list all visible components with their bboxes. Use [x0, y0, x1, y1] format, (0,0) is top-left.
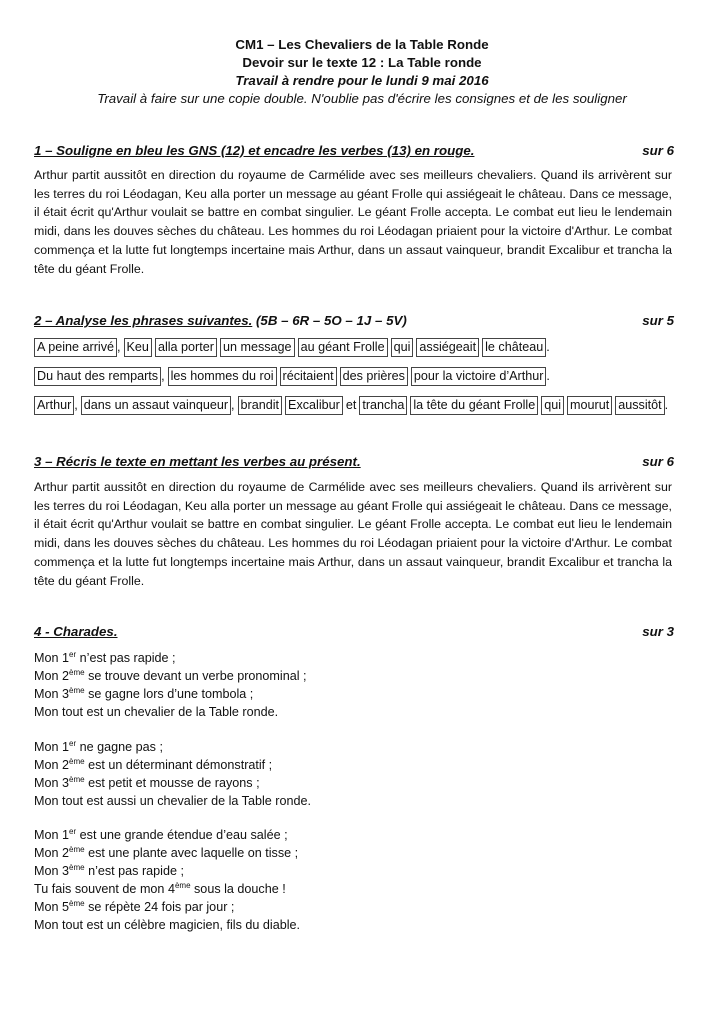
sentence-2-group: récitaient [280, 367, 337, 386]
charade-line: Mon 3ème est petit et mousse de rayons ; [34, 775, 260, 790]
document-header [0, 36, 724, 108]
punctuation: . [546, 369, 550, 383]
section-1-text: Arthur partit aussitôt en direction du royaume de Carmélide avec ses meilleurs chevaliers. Quand ils arrivèrent sur les terres du roi Léodagan, Keu alla porter un message au géant Frolle qui assiégeait le château. Dans ce message, il était écrit qu'Arthur voulait se battre en combat singulier. Le géant Frolle accepta. Le combat eut lieu le lendemain midi, dans les douves sèches du château. Les hommes du roi Léodagan priaient pour la victoire d'Arthur. Le combat commença et la lutte fut longtemps incertaine mais Arthur, dans un assaut vainqueur, brandit Excalibur et trancha la tête du géant Frolle. [34, 168, 672, 276]
sentence-1-group: le château [482, 338, 546, 357]
section-4-heading [34, 624, 674, 639]
sentence-1-group: au géant Frolle [298, 338, 388, 357]
charade-line: Mon 5ème se répète 24 fois par jour ; [34, 899, 235, 914]
punctuation: , [74, 398, 78, 412]
sentence-2-group: des prières [340, 367, 408, 386]
charade-line: Mon 3ème se gagne lors d’une tombola ; [34, 686, 254, 701]
sentence-3 [34, 396, 668, 415]
sentence-1 [34, 338, 550, 357]
charade-line: Mon 1er ne gagne pas ; [34, 739, 163, 754]
sentence-3-group: dans un assaut vainqueur [81, 396, 231, 415]
sentence-3-group: Arthur [34, 396, 74, 415]
section-3-title: 3 – Récris le texte en mettant les verbes au présent. [34, 454, 361, 469]
sentence-1-group: Keu [124, 338, 152, 357]
charade-line: Mon 2ème est un déterminant démonstratif ; [34, 757, 273, 772]
charade-1 [34, 649, 307, 721]
sentence-3-group: qui [541, 396, 564, 415]
sentence-3-group: brandit [238, 396, 283, 415]
header-title: CM1 – Les Chevaliers de la Table Ronde [235, 37, 489, 52]
sentence-1-group: alla porter [155, 338, 217, 357]
sentence-2 [34, 367, 550, 386]
sentence-1-group: qui [391, 338, 414, 357]
section-2-score: sur 5 [642, 313, 674, 328]
section-4-title: 4 - Charades. [34, 624, 118, 639]
header-instructions: Travail à faire sur une copie double. N'oublie pas d'écrire les consignes et de les souligner [97, 91, 627, 106]
section-1-score: sur 6 [642, 143, 674, 158]
charade-line: Mon 2ème se trouve devant un verbe pronominal ; [34, 668, 307, 683]
section-2-title-extra: (5B – 6R – 5O – 1J – 5V) [252, 313, 407, 328]
header-due-date: Travail à rendre pour le lundi 9 mai 2016 [235, 73, 489, 88]
section-4-score: sur 3 [642, 624, 674, 639]
section-3-score: sur 6 [642, 454, 674, 469]
sentence-3-word: et [345, 398, 357, 412]
charade-line: Tu fais souvent de mon 4ème sous la douche ! [34, 881, 286, 896]
sentence-1-group: un message [220, 338, 295, 357]
sentence-3-group: trancha [359, 396, 407, 415]
sentence-3-group: la tête du géant Frolle [410, 396, 538, 415]
charade-line: Mon 3ème n’est pas rapide ; [34, 863, 184, 878]
section-3-heading [34, 454, 674, 469]
punctuation: . [664, 398, 669, 412]
charade-answer-line: Mon tout est aussi un chevalier de la Table ronde. [34, 794, 312, 808]
section-1-title: 1 – Souligne en bleu les GNS (12) et encadre les verbes (13) en rouge. [34, 143, 475, 158]
sentence-3-group: mourut [567, 396, 612, 415]
sentence-2-group: les hommes du roi [168, 367, 277, 386]
sentence-2-group: Du haut des remparts [34, 367, 161, 386]
punctuation: . [546, 340, 550, 354]
punctuation: , [117, 340, 121, 354]
charade-line: Mon 1er n’est pas rapide ; [34, 650, 176, 665]
section-2-heading [34, 313, 674, 328]
charade-line: Mon 1er est une grande étendue d’eau salée ; [34, 827, 288, 842]
charade-line: Mon 2ème est une plante avec laquelle on tisse ; [34, 845, 299, 860]
sentence-1-group: A peine arrivé [34, 338, 117, 357]
charade-3 [34, 826, 300, 934]
punctuation: , [161, 369, 165, 383]
charade-answer-line: Mon tout est un chevalier de la Table ronde. [34, 705, 279, 719]
section-3-text: Arthur partit aussitôt en direction du royaume de Carmélide avec ses meilleurs chevaliers. Quand ils arrivèrent sur les terres du roi Léodagan, Keu alla porter un message au géant Frolle qui assiégeait le château. Dans ce message, il était écrit qu'Arthur voulait se battre en combat singulier. Le géant Frolle accepta. Le combat eut lieu le lendemain midi, dans les douves sèches du château. Les hommes du roi Léodagan priaient pour la victoire d'Arthur. Le combat commença et la lutte fut longtemps incertaine mais Arthur, dans un assaut vainqueur, brandit Excalibur et trancha la tête du géant Frolle. [34, 480, 672, 588]
charade-2 [34, 738, 311, 810]
punctuation: , [231, 398, 235, 412]
section-2-title: 2 – Analyse les phrases suivantes. [34, 313, 253, 328]
section-1-heading [34, 143, 674, 158]
sentence-1-group: assiégeait [416, 338, 479, 357]
charade-answer-line: Mon tout est un célèbre magicien, fils du diable. [34, 918, 301, 932]
sentence-3-group: aussitôt [615, 396, 664, 415]
sentence-3-group: Excalibur [285, 396, 343, 415]
header-subtitle: Devoir sur le texte 12 : La Table ronde [242, 55, 482, 70]
sentence-2-group: pour la victoire d’Arthur [411, 367, 547, 386]
